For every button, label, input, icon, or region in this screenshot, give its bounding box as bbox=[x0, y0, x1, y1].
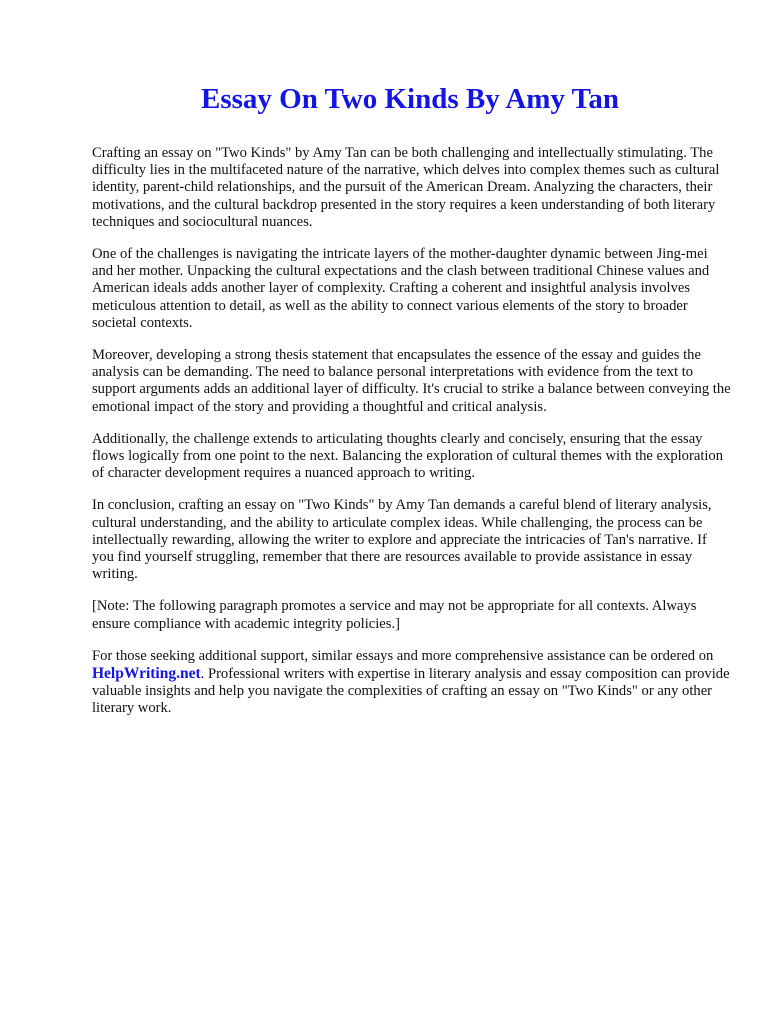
paragraph-3: Moreover, developing a strong thesis statement that encapsulates the essence of the essay and guides the analysis can be demanding. The need to balance personal interpretations with evidence from the text to support arguments adds an additional layer of difficulty. It's crucial to strike a balance between conveying the emotional impact of the story and providing a thoughtful and critical analysis. bbox=[92, 347, 731, 415]
helpwriting-link[interactable]: HelpWriting.net bbox=[92, 665, 201, 683]
page-title: Essay On Two Kinds By Amy Tan bbox=[201, 83, 619, 115]
paragraph-1: Crafting an essay on "Two Kinds" by Amy Tan can be both challenging and intellectually stimulating. The difficulty lies in the multifaceted nature of the narrative, which delves into complex themes such as cultural identity, parent-child relationships, and the pursuit of the American Dream. Analyzing the characters, their motivations, and the cultural backdrop presented in the story requires a keen understanding of both literary techniques and sociocultural nuances. bbox=[92, 145, 720, 230]
note-paragraph: [Note: The following paragraph promotes a service and may not be appropriate for all contexts. Always ensure compliance with academic integrity policies.] bbox=[92, 598, 697, 632]
paragraph-2: One of the challenges is navigating the intricate layers of the mother-daughter dynamic between Jing-mei and her mother. Unpacking the cultural expectations and the clash between traditional Chinese values and American ideals adds another layer of complexity. Crafting a coherent and insightful analysis involves meticulous attention to detail, as well as the ability to connect various elements of the story to broader societal contexts. bbox=[92, 246, 710, 331]
promo-text-before-link: For those seeking additional support, similar essays and more comprehensive assistance can be ordered on bbox=[92, 647, 714, 664]
paragraph-4: Additionally, the challenge extends to articulating thoughts clearly and concisely, ensuring that the essay flows logically from one point to the next. Balancing the exploration of cultural themes with the exploration of character development requires a nuanced approach to writing. bbox=[92, 430, 724, 482]
promo-paragraph bbox=[92, 648, 732, 718]
promo-text-after-link: . Professional writers with expertise in literary analysis and essay composition can provide valuable insights and help you navigate the complexities of crafting an essay on "Two Kinds" or any other literary work. bbox=[92, 666, 730, 717]
paragraph-5: In conclusion, crafting an essay on "Two Kinds" by Amy Tan demands a careful blend of literary analysis, cultural understanding, and the ability to articulate complex ideas. While challenging, the process can be intellectually rewarding, allowing the writer to explore and appreciate the intricacies of Tan's narrative. If you find yourself struggling, remember that there are resources available to provide assistance in essay writing. bbox=[92, 497, 712, 583]
essay-body bbox=[92, 145, 732, 733]
